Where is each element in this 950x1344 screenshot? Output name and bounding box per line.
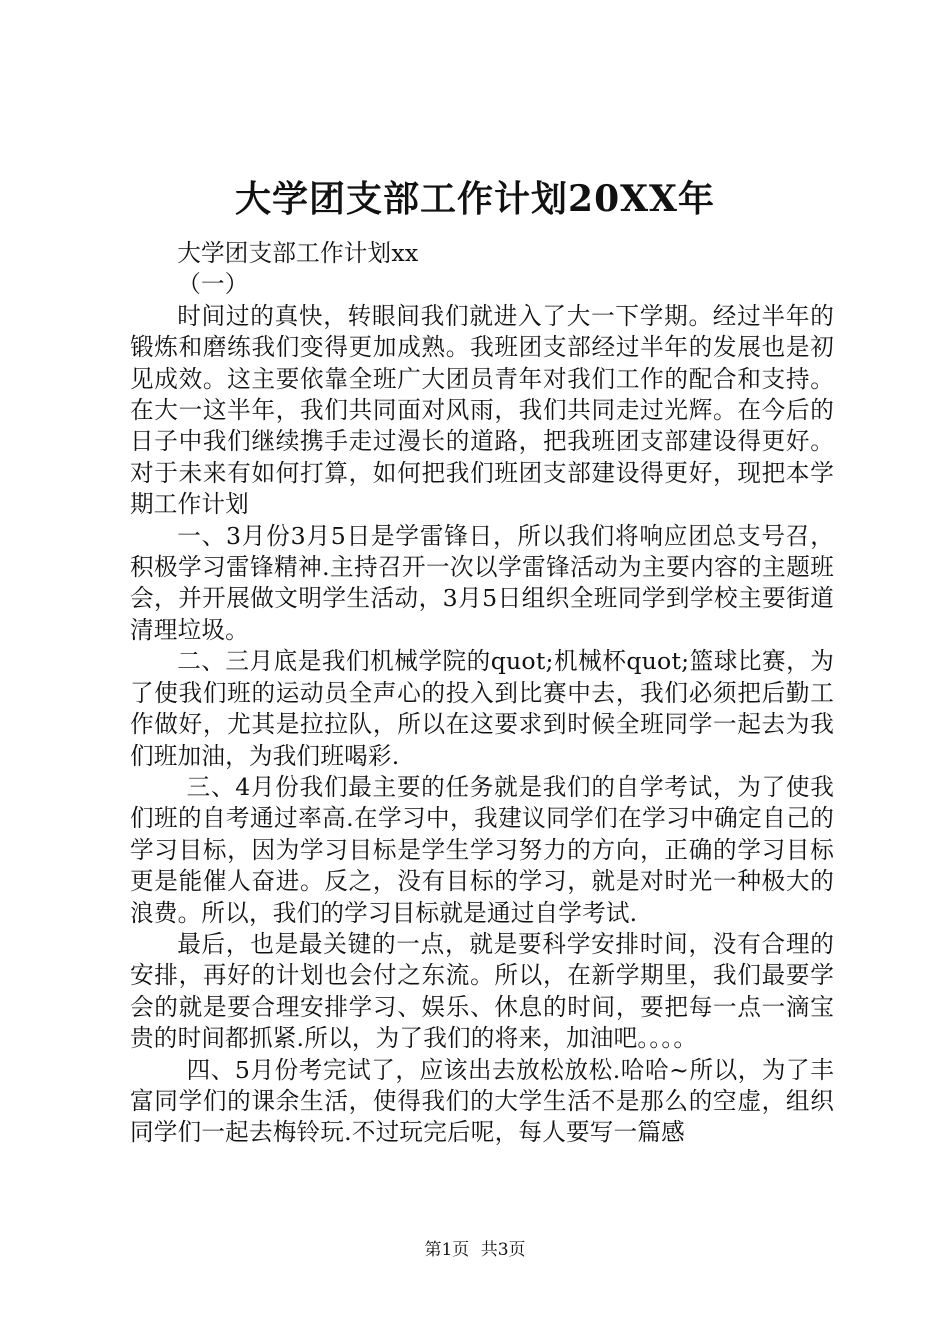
page-footer [0,1240,950,1260]
document-subtitle: 大学团支部工作计划xx [177,239,419,267]
document-body [130,238,834,1149]
document-title: 大学团支部工作计划20XX年 [235,178,715,220]
page-number: 第1页 [424,1240,470,1260]
section-marker: （一） [177,270,249,299]
paragraph-basketball: 二、三月底是我们机械学院的quot;机械杯quot;篮球比赛，为了使我们班的运动员全声心的投入到比赛中去，我们必须把后勤工作做好，尤其是拉拉队，所以在这要求到时候全班同学一起去为我们班加油，为我们班喝彩. [130,647,834,770]
page-total: 共3页 [480,1240,526,1260]
paragraph-april: 三、4月份我们最主要的任务就是我们的自学考试，为了使我们班的自考通过率高.在学习中，我建议同学们在学习中确定自己的学习目标，因为学习目标是学生学习努力的方向，正确的学习目标更是能催人奋进。反之，没有目标的学习，就是对时光一种极大的浪费。所以，我们的学习目标就是通过自学考试. [130,772,834,927]
paragraph-march: 一、3月份3月5日是学雷锋日，所以我们将响应团总支号召，积极学习雷锋精神.主持召开一次以学雷锋活动为主要内容的主题班会，并开展做文明学生活动，3月5日组织全班同学到学校主要街道清理垃圾。 [130,521,834,644]
paragraph-time: 最后，也是最关键的一点，就是要科学安排时间，没有合理的安排，再好的计划也会付之东流。所以，在新学期里，我们最要学会的就是要合理安排学习、娱乐、休息的时间，要把每一点一滴宝贵的时间都抓紧.所以，为了我们的将来，加油吧。。。。 [130,929,834,1053]
paragraph-may: 四、5月份考完试了，应该出去放松放松.哈哈~所以，为了丰富同学们的课余生活，使得我们的大学生活不是那么的空虚，组织同学们一起去梅铃玩.不过玩完后呢，每人要写一篇感 [130,1055,834,1147]
paragraph-intro: 时间过的真快，转眼间我们就进入了大一下学期。经过半年的锻炼和磨练我们变得更加成熟。我班团支部经过半年的发展也是初见成效。这主要依靠全班广大团员青年对我们工作的配合和支持。在大一这半年，我们共同面对风雨，我们共同走过光辉。在今后的日子中我们继续携手走过漫长的道路，把我班团支部建设得更好。对于未来有如何打算，如何把我们班团支部建设得更好，现把本学期工作计划 [130,301,834,519]
